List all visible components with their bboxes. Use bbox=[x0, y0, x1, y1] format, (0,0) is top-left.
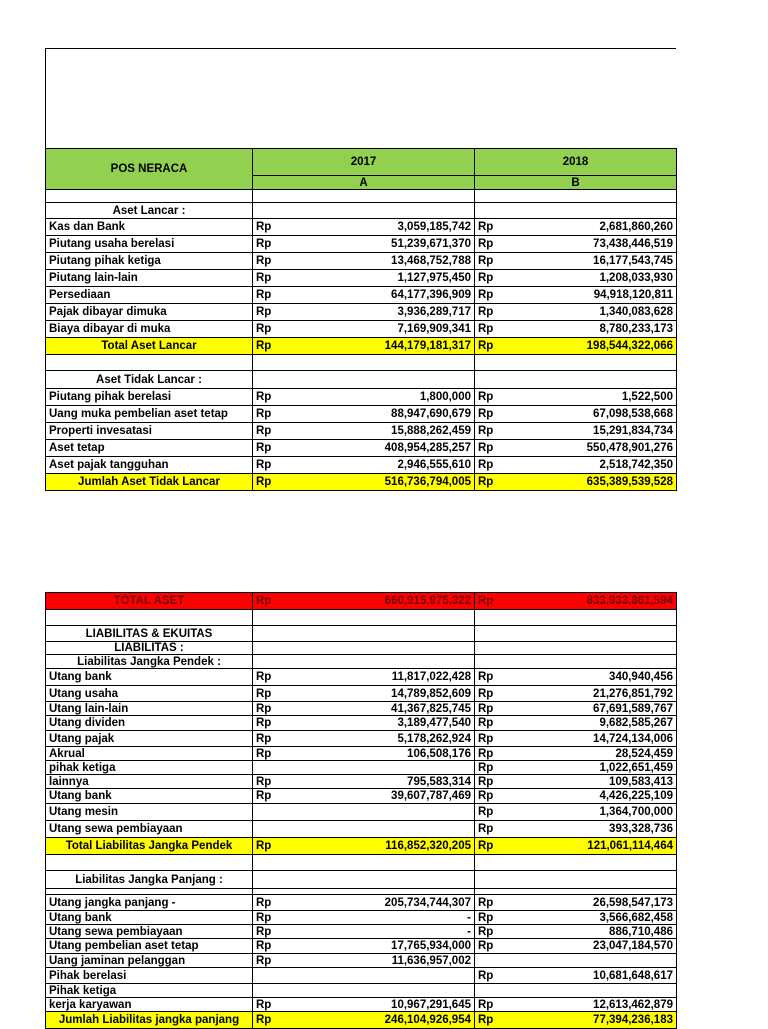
currency-label: Rp bbox=[256, 925, 272, 938]
value-2017 bbox=[253, 253, 475, 270]
row-label: Pajak dibayar dimuka bbox=[46, 304, 253, 321]
currency-label: Rp bbox=[256, 459, 272, 471]
amount-value: 1,340,083,628 bbox=[599, 306, 673, 318]
value-2017 bbox=[253, 423, 475, 440]
value-2017 bbox=[253, 287, 475, 304]
amount-value: 64,177,396,909 bbox=[391, 289, 471, 301]
currency-label: Rp bbox=[478, 747, 494, 760]
value-2018 bbox=[475, 984, 677, 998]
amount-value: 15,291,834,734 bbox=[593, 425, 673, 437]
value-2018 bbox=[475, 457, 677, 474]
amount-value: 15,888,262,459 bbox=[391, 425, 471, 437]
row-label: Jumlah Liabilitas jangka panjang bbox=[46, 1012, 253, 1029]
value-2017 bbox=[253, 939, 475, 954]
row-label: Aset tetap bbox=[46, 440, 253, 457]
currency-label: Rp bbox=[256, 340, 272, 352]
row-label: Utang usaha bbox=[46, 686, 253, 702]
value-2018 bbox=[475, 304, 677, 321]
value-2017 bbox=[253, 789, 475, 804]
amount-value: 1,022,651,459 bbox=[599, 761, 673, 774]
section-heading: Liabilitas Jangka Panjang : bbox=[46, 871, 253, 889]
value-2018 bbox=[475, 821, 677, 838]
table-row bbox=[46, 911, 677, 925]
amount-value: 88,947,690,679 bbox=[391, 408, 471, 420]
currency-label: Rp bbox=[478, 255, 494, 267]
table-row bbox=[46, 321, 677, 338]
year-2017-header: 2017 bbox=[253, 149, 475, 176]
row-label: Total Aset Lancar bbox=[46, 338, 253, 355]
row-label: Uang jaminan pelanggan bbox=[46, 954, 253, 968]
amount-value: 3,936,289,717 bbox=[397, 306, 471, 318]
currency-label: Rp bbox=[256, 272, 272, 284]
value-2018 bbox=[475, 761, 677, 775]
currency-label: Rp bbox=[478, 238, 494, 250]
currency-label: Rp bbox=[478, 761, 494, 774]
value-2018 bbox=[475, 474, 677, 491]
amount-value: 73,438,446,519 bbox=[593, 238, 673, 250]
value-2017 bbox=[253, 389, 475, 406]
row-label: Jumlah Aset Tidak Lancar bbox=[46, 474, 253, 491]
currency-label: Rp bbox=[478, 1014, 494, 1026]
amount-value: 408,954,285,257 bbox=[384, 442, 471, 454]
row-label: Properti invesatasi bbox=[46, 423, 253, 440]
col-b-header: B bbox=[475, 176, 677, 190]
value-2017 bbox=[253, 321, 475, 338]
amount-value: 3,059,185,742 bbox=[397, 221, 471, 233]
amount-value: 106,508,176 bbox=[407, 747, 471, 760]
currency-label: Rp bbox=[256, 391, 272, 403]
currency-label: Rp bbox=[478, 671, 494, 683]
currency-label: Rp bbox=[478, 969, 494, 982]
table-row bbox=[46, 702, 677, 716]
value-2017 bbox=[253, 731, 475, 747]
table-row bbox=[46, 287, 677, 304]
currency-label: Rp bbox=[256, 840, 272, 852]
value-2018 bbox=[475, 440, 677, 457]
assets-table bbox=[45, 148, 677, 491]
value-2018 bbox=[475, 954, 677, 968]
table-row bbox=[46, 423, 677, 440]
currency-label: Rp bbox=[256, 732, 272, 745]
value-2018 bbox=[475, 593, 677, 610]
currency-label: Rp bbox=[256, 306, 272, 318]
amount-value: 2,946,555,610 bbox=[397, 459, 471, 471]
row-label: Piutang lain-lain bbox=[46, 270, 253, 287]
table-row bbox=[46, 954, 677, 968]
currency-label: Rp bbox=[256, 442, 272, 454]
row-label: Piutang pihak ketiga bbox=[46, 253, 253, 270]
table-row bbox=[46, 338, 677, 355]
value-2017 bbox=[253, 747, 475, 761]
table-row bbox=[46, 984, 677, 998]
value-2018 bbox=[475, 287, 677, 304]
amount-value: 14,789,852,609 bbox=[391, 687, 471, 700]
row-label: pihak ketiga bbox=[46, 761, 253, 775]
liabilitas-heading bbox=[46, 642, 677, 655]
currency-label: Rp bbox=[256, 476, 272, 488]
amount-value: 16,177,543,745 bbox=[593, 255, 673, 267]
amount-value: 26,598,547,173 bbox=[593, 896, 673, 909]
currency-label: Rp bbox=[478, 896, 494, 909]
currency-label: Rp bbox=[478, 732, 494, 745]
row-label: Biaya dibayar di muka bbox=[46, 321, 253, 338]
value-2017 bbox=[253, 406, 475, 423]
amount-value: 1,800,000 bbox=[419, 391, 471, 403]
liabilities-table bbox=[45, 592, 677, 1029]
currency-label: Rp bbox=[478, 823, 494, 835]
currency-label: Rp bbox=[478, 925, 494, 938]
currency-label: Rp bbox=[478, 425, 494, 437]
currency-label: Rp bbox=[256, 790, 272, 802]
amount-value: 116,852,320,205 bbox=[385, 840, 471, 852]
currency-label: Rp bbox=[478, 790, 494, 802]
table-row bbox=[46, 716, 677, 731]
amount-value: 14,724,134,006 bbox=[593, 732, 673, 745]
currency-label: Rp bbox=[478, 998, 494, 1011]
amount-value: 10,681,648,617 bbox=[593, 969, 673, 982]
table-row bbox=[46, 895, 677, 911]
amount-value: 109,583,413 bbox=[609, 775, 673, 788]
currency-label: Rp bbox=[478, 221, 494, 233]
currency-label: Rp bbox=[256, 671, 272, 683]
table-row bbox=[46, 406, 677, 423]
amount-value: 205,734,744,307 bbox=[384, 896, 471, 909]
row-label: Utang pajak bbox=[46, 731, 253, 747]
currency-label: Rp bbox=[478, 289, 494, 301]
value-2018 bbox=[475, 219, 677, 236]
row-label: Utang pembelian aset tetap bbox=[46, 939, 253, 954]
liabilitas-ekuitas-heading bbox=[46, 626, 677, 642]
currency-label: Rp bbox=[478, 340, 494, 352]
amount-value: 1,364,700,000 bbox=[599, 806, 673, 818]
value-2017 bbox=[253, 968, 475, 984]
value-2017 bbox=[253, 457, 475, 474]
table-row bbox=[46, 747, 677, 761]
amount-value: 7,169,909,341 bbox=[397, 323, 471, 335]
currency-label: Rp bbox=[256, 896, 272, 909]
value-2017 bbox=[253, 761, 475, 775]
value-2017 bbox=[253, 821, 475, 838]
value-2018 bbox=[475, 423, 677, 440]
row-label: Piutang usaha berelasi bbox=[46, 236, 253, 253]
value-2017 bbox=[253, 716, 475, 731]
value-2017 bbox=[253, 775, 475, 789]
value-2017 bbox=[253, 593, 475, 610]
amount-value: 198,544,322,066 bbox=[586, 340, 673, 352]
currency-label: Rp bbox=[256, 911, 272, 924]
row-label: Persediaan bbox=[46, 287, 253, 304]
row-label: Utang sewa pembiayaan bbox=[46, 821, 253, 838]
table-row bbox=[46, 270, 677, 287]
currency-label: Rp bbox=[478, 306, 494, 318]
value-2017 bbox=[253, 911, 475, 925]
row-label: Utang mesin bbox=[46, 804, 253, 821]
value-2018 bbox=[475, 253, 677, 270]
amount-value: - bbox=[467, 911, 471, 924]
currency-label: Rp bbox=[478, 595, 494, 607]
amount-value: 1,522,500 bbox=[621, 391, 673, 403]
table-row bbox=[46, 304, 677, 321]
currency-label: Rp bbox=[478, 391, 494, 403]
amount-value: 11,636,957,002 bbox=[391, 954, 471, 967]
aset-lancar-heading bbox=[46, 203, 677, 219]
value-2018 bbox=[475, 270, 677, 287]
row-label: Aset pajak tangguhan bbox=[46, 457, 253, 474]
amount-value: 28,524,459 bbox=[615, 747, 673, 760]
value-2018 bbox=[475, 925, 677, 939]
value-2018 bbox=[475, 321, 677, 338]
amount-value: 39,607,787,469 bbox=[391, 790, 471, 802]
currency-label: Rp bbox=[256, 687, 272, 700]
amount-value: 41,367,825,745 bbox=[391, 702, 471, 715]
amount-value: 121,061,114,464 bbox=[587, 840, 673, 852]
value-2017 bbox=[253, 270, 475, 287]
currency-label: Rp bbox=[478, 408, 494, 420]
table-row bbox=[46, 669, 677, 686]
row-label: Utang sewa pembiayaan bbox=[46, 925, 253, 939]
value-2017 bbox=[253, 702, 475, 716]
amount-value: 51,239,671,370 bbox=[391, 238, 471, 250]
row-label: Utang bank bbox=[46, 669, 253, 686]
amount-value: 516,736,794,005 bbox=[384, 476, 471, 488]
table-row bbox=[46, 593, 677, 610]
currency-label: Rp bbox=[256, 221, 272, 233]
title-area bbox=[45, 48, 676, 148]
table-row bbox=[46, 253, 677, 270]
amount-value: 77,394,236,183 bbox=[593, 1014, 673, 1026]
value-2018 bbox=[475, 1012, 677, 1029]
value-2018 bbox=[475, 702, 677, 716]
value-2018 bbox=[475, 998, 677, 1012]
amount-value: 4,426,225,109 bbox=[599, 790, 673, 802]
currency-label: Rp bbox=[478, 717, 494, 729]
value-2017 bbox=[253, 236, 475, 253]
currency-label: Rp bbox=[256, 323, 272, 335]
currency-label: Rp bbox=[256, 702, 272, 715]
table-row bbox=[46, 838, 677, 855]
row-label: Kas dan Bank bbox=[46, 219, 253, 236]
value-2017 bbox=[253, 838, 475, 855]
table-row bbox=[46, 998, 677, 1012]
table-row bbox=[46, 968, 677, 984]
blank-row bbox=[46, 610, 677, 626]
table-row bbox=[46, 457, 677, 474]
amount-value: 8,780,233,173 bbox=[599, 323, 673, 335]
value-2017 bbox=[253, 440, 475, 457]
jangka-pendek-heading bbox=[46, 655, 677, 669]
table-row bbox=[46, 789, 677, 804]
amount-value: 393,328,736 bbox=[609, 823, 673, 835]
row-label: Uang muka pembelian aset tetap bbox=[46, 406, 253, 423]
value-2017 bbox=[253, 804, 475, 821]
amount-value: 1,127,975,450 bbox=[397, 272, 471, 284]
value-2017 bbox=[253, 304, 475, 321]
blank-row bbox=[46, 855, 677, 871]
row-label: kerja karyawan bbox=[46, 998, 253, 1012]
value-2018 bbox=[475, 838, 677, 855]
table-row bbox=[46, 440, 677, 457]
amount-value: 67,691,589,767 bbox=[593, 702, 673, 715]
table-row bbox=[46, 821, 677, 838]
row-label: Akrual bbox=[46, 747, 253, 761]
currency-label: Rp bbox=[478, 702, 494, 715]
row-label: Utang bank bbox=[46, 789, 253, 804]
value-2017 bbox=[253, 338, 475, 355]
section-heading: LIABILITAS : bbox=[46, 642, 253, 655]
value-2018 bbox=[475, 789, 677, 804]
currency-label: Rp bbox=[478, 476, 494, 488]
currency-label: Rp bbox=[478, 323, 494, 335]
currency-label: Rp bbox=[478, 840, 494, 852]
value-2017 bbox=[253, 984, 475, 998]
table-row bbox=[46, 1012, 677, 1029]
amount-value: 94,918,120,811 bbox=[593, 289, 673, 301]
table-row bbox=[46, 761, 677, 775]
value-2018 bbox=[475, 775, 677, 789]
value-2018 bbox=[475, 939, 677, 954]
value-2018 bbox=[475, 804, 677, 821]
currency-label: Rp bbox=[478, 940, 494, 952]
value-2018 bbox=[475, 716, 677, 731]
table-row bbox=[46, 925, 677, 939]
value-2017 bbox=[253, 686, 475, 702]
amount-value: 2,681,860,260 bbox=[599, 221, 673, 233]
currency-label: Rp bbox=[478, 775, 494, 788]
currency-label: Rp bbox=[478, 459, 494, 471]
currency-label: Rp bbox=[256, 940, 272, 952]
row-label: Utang dividen bbox=[46, 716, 253, 731]
table-row bbox=[46, 804, 677, 821]
currency-label: Rp bbox=[256, 425, 272, 437]
currency-label: Rp bbox=[256, 238, 272, 250]
table-row bbox=[46, 686, 677, 702]
value-2018 bbox=[475, 669, 677, 686]
value-2017 bbox=[253, 954, 475, 968]
amount-value: 11,817,022,428 bbox=[391, 671, 471, 683]
row-label: lainnya bbox=[46, 775, 253, 789]
amount-value: 3,189,477,540 bbox=[397, 717, 471, 729]
year-2018-header: 2018 bbox=[475, 149, 677, 176]
amount-value: 246,104,926,954 bbox=[384, 1014, 471, 1026]
currency-label: Rp bbox=[256, 747, 272, 760]
value-2018 bbox=[475, 731, 677, 747]
value-2018 bbox=[475, 968, 677, 984]
value-2018 bbox=[475, 686, 677, 702]
currency-label: Rp bbox=[478, 806, 494, 818]
table-row bbox=[46, 731, 677, 747]
amount-value: 67,098,538,668 bbox=[593, 408, 673, 420]
amount-value: 144,179,181,317 bbox=[384, 340, 471, 352]
currency-label: Rp bbox=[478, 442, 494, 454]
amount-value: 795,583,314 bbox=[407, 775, 471, 788]
section-heading: Aset Lancar : bbox=[46, 203, 253, 219]
amount-value: 2,518,742,350 bbox=[599, 459, 673, 471]
value-2018 bbox=[475, 911, 677, 925]
pos-neraca-header: POS NERACA bbox=[46, 149, 253, 190]
row-label: Utang lain-lain bbox=[46, 702, 253, 716]
value-2018 bbox=[475, 406, 677, 423]
amount-value: 13,468,752,788 bbox=[391, 255, 471, 267]
amount-value: 833,933,861,594 bbox=[586, 595, 673, 607]
value-2017 bbox=[253, 1012, 475, 1029]
amount-value: 12,613,462,879 bbox=[593, 998, 673, 1011]
amount-value: 23,047,184,570 bbox=[593, 940, 673, 952]
blank-row bbox=[46, 355, 677, 371]
amount-value: 17,765,934,000 bbox=[391, 940, 471, 952]
value-2018 bbox=[475, 747, 677, 761]
value-2018 bbox=[475, 236, 677, 253]
currency-label: Rp bbox=[478, 911, 494, 924]
currency-label: Rp bbox=[478, 272, 494, 284]
jangka-panjang-heading bbox=[46, 871, 677, 889]
currency-label: Rp bbox=[478, 687, 494, 700]
amount-value: 1,208,033,930 bbox=[599, 272, 673, 284]
currency-label: Rp bbox=[256, 289, 272, 301]
currency-label: Rp bbox=[256, 998, 272, 1011]
value-2017 bbox=[253, 998, 475, 1012]
currency-label: Rp bbox=[256, 775, 272, 788]
row-label: Utang jangka panjang - bbox=[46, 895, 253, 911]
currency-label: Rp bbox=[256, 595, 272, 607]
currency-label: Rp bbox=[256, 408, 272, 420]
col-a-header: A bbox=[253, 176, 475, 190]
row-label: Pihak ketiga bbox=[46, 984, 253, 998]
section-heading: LIABILITAS & EKUITAS bbox=[46, 626, 253, 642]
table-row bbox=[46, 775, 677, 789]
row-label: TOTAL ASET bbox=[46, 593, 253, 610]
value-2017 bbox=[253, 669, 475, 686]
value-2017 bbox=[253, 895, 475, 911]
section-heading: Liabilitas Jangka Pendek : bbox=[46, 655, 253, 669]
table-row bbox=[46, 236, 677, 253]
amount-value: 340,940,456 bbox=[609, 671, 673, 683]
amount-value: 5,178,262,924 bbox=[397, 732, 471, 745]
currency-label: Rp bbox=[256, 1014, 272, 1026]
currency-label: Rp bbox=[256, 954, 272, 967]
currency-label: Rp bbox=[256, 255, 272, 267]
row-label: Utang bank bbox=[46, 911, 253, 925]
aset-tidak-lancar-heading bbox=[46, 371, 677, 389]
header-row bbox=[46, 149, 677, 176]
value-2017 bbox=[253, 925, 475, 939]
amount-value: 635,389,539,528 bbox=[586, 476, 673, 488]
row-label: Piutang pihak berelasi bbox=[46, 389, 253, 406]
amount-value: 660,915,975,322 bbox=[384, 595, 471, 607]
table-row bbox=[46, 389, 677, 406]
table-row bbox=[46, 939, 677, 954]
amount-value: 3,566,682,458 bbox=[599, 911, 673, 924]
value-2017 bbox=[253, 474, 475, 491]
section-heading: Aset Tidak Lancar : bbox=[46, 371, 253, 389]
amount-value: - bbox=[467, 925, 471, 938]
amount-value: 21,276,851,792 bbox=[593, 687, 673, 700]
value-2018 bbox=[475, 338, 677, 355]
amount-value: 886,710,486 bbox=[609, 925, 673, 938]
value-2017 bbox=[253, 219, 475, 236]
amount-value: 10,967,291,645 bbox=[391, 998, 471, 1011]
amount-value: 9,682,585,267 bbox=[599, 717, 673, 729]
amount-value: 550,478,901,276 bbox=[586, 442, 673, 454]
currency-label: Rp bbox=[256, 717, 272, 729]
row-label: Total Liabilitas Jangka Pendek bbox=[46, 838, 253, 855]
value-2018 bbox=[475, 389, 677, 406]
row-label: Pihak berelasi bbox=[46, 968, 253, 984]
value-2018 bbox=[475, 895, 677, 911]
table-row bbox=[46, 474, 677, 491]
table-row bbox=[46, 219, 677, 236]
blank-row bbox=[46, 190, 677, 203]
